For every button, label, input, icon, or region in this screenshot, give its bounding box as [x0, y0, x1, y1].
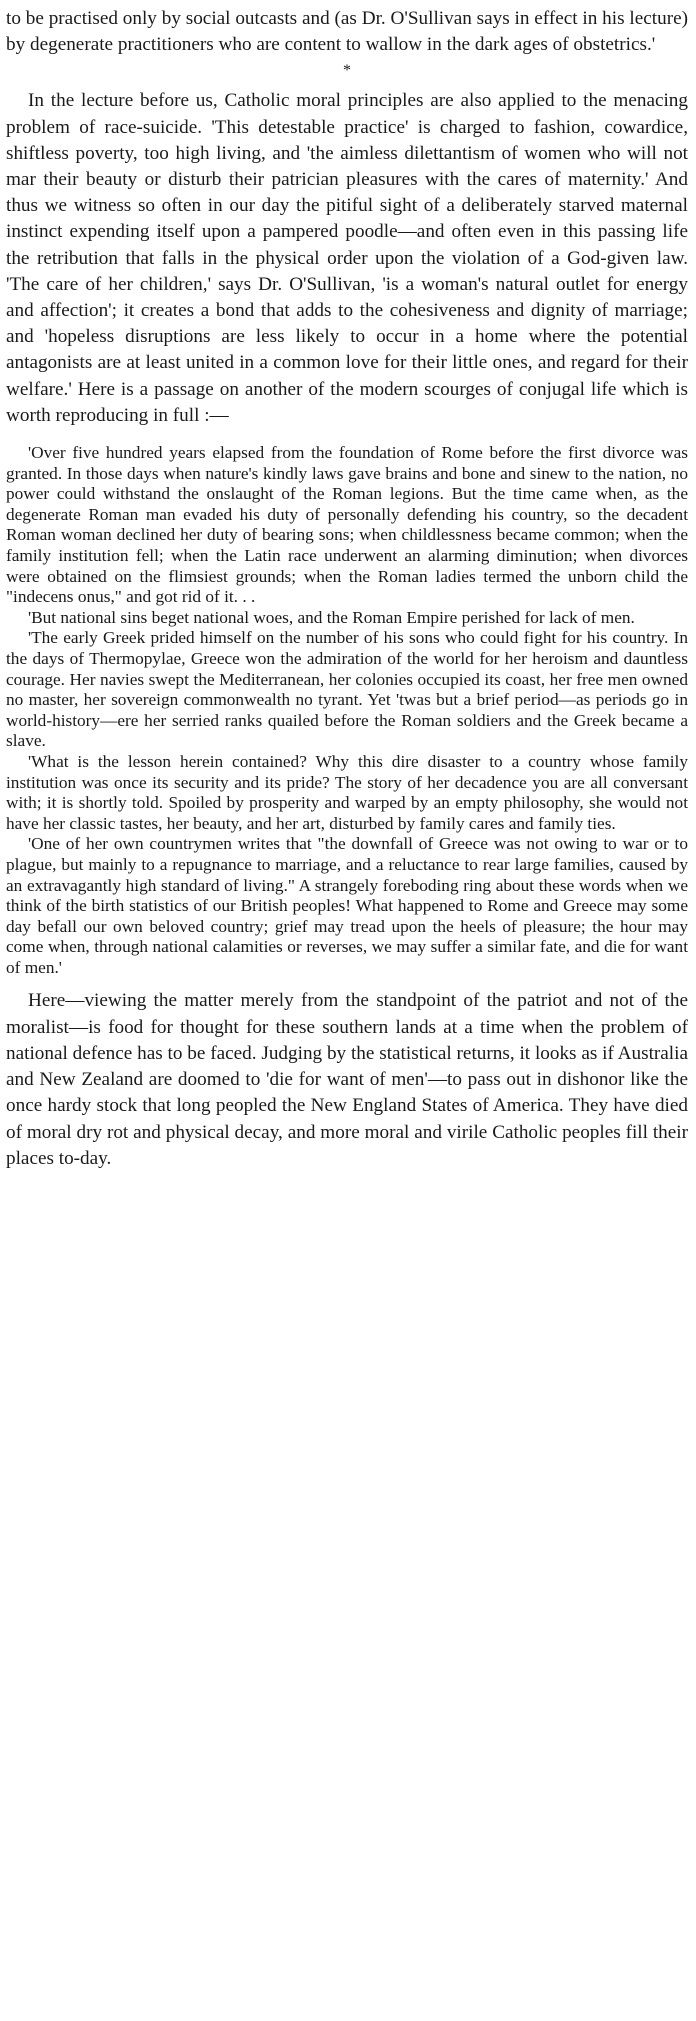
quote-greece: 'The early Greek prided himself on the number of his sons who could fight for his country. In the days of Thermopylae, Greece won the admiration of the world for her heroism and dauntless courage. Her navies swept the Mediterranean, her colonies occupied its coast, her free men owned no master, her sovereign commonwealth no tyrant. Yet 'twas but a brief period—as periods go in world-history—ere her serried ranks quailed before the Roman soldiers and the Greek became a slave. [6, 628, 688, 751]
paragraph-patriot: Here—viewing the matter merely from the standpoint of the patriot and not of the moralist—is food for thought for these southern lands at a time when the problem of national defence has to be faced. Judging by the statistical returns, it looks as if Australia and New Zealand are doomed to 'die for want of men'—to pass out in dishonor like the once hardy stock that long peopled the New England States of America. They have died of moral dry rot and physical decay, and more moral and virile Catholic peoples fill their places to-day. [6, 990, 688, 1169]
quote-lesson: 'What is the lesson herein contained? Why this dire disaster to a country whose family institution was once its security and its pride? The story of her decadence you are all conversant with; it is shortly told. Spoiled by prosperity and warped by an empty philosophy, she would not have her classic tastes, her beauty, and her art, disturbed by family cares and family ties. [6, 751, 688, 833]
quote-national-sins: 'But national sins beget national woes, and the Roman Empire perished for lack of men. [28, 607, 635, 627]
quote-countrymen: 'One of her own countrymen writes that "the downfall of Greece was not owing to war or to plague, but mainly to a repugnance to marriage, and a reluctance to rear large families, caused by an extravagantly high standard of living." A strangely foreboding ring about these words when we think of the birth statistics of our British peoples! What happened to Rome and Greece may some day befall our own beloved country; grief may tread upon the heels of pleasure; the hour may come when, through national calamities or reverses, we may suffer a similar fate, and die for want of men.' [6, 834, 688, 977]
quote-rome: 'Over five hundred years elapsed from the foundation of Rome before the first divorce was granted. In those days when nature's kindly laws gave brains and bone and sinew to the nation, no power could withstand the onslaught of the Roman legions. But the time came when, as the degenerate Roman man evaded his duty of personally defending his country, so the decadent Roman woman declined her duty of bearing sons; when childlessness became common; when the family institution fell; when the Latin race underwent an alarming diminution; when divorces were obtained on the flimsiest grounds; when the Roman ladies termed the unborn child the "indecens onus," and got rid of it. . . [6, 443, 688, 607]
quoted-passage [6, 443, 688, 978]
paragraph-race-suicide: In the lecture before us, Catholic moral principles are also applied to the menacing problem of race-suicide. 'This detestable practice' is charged to fashion, cowardice, shiftless poverty, too high living, and 'the aimless dilettantism of women who will not mar their beauty or disturb their patrician pleasures with the cares of maternity.' And thus we witness so often in our day the pitiful sight of a deliberately starved maternal instinct expending itself upon a pampered poodle—and often even in this passing life the retribution that falls in the physical order upon the violation of a God-given law. 'The care of her children,' says Dr. O'Sullivan, 'is a woman's natural outlet for energy and affection'; it creates a bond that adds to the cohesiveness and dignity of marriage; and 'hopeless disruptions are less likely to occur in a home where the potential antagonists are at least united in a common love for their little ones, and regard for their welfare.' Here is a passage on another of the modern scourges of conjugal life which is worth reproducing in full :— [6, 90, 688, 426]
section-marker: * [343, 62, 351, 80]
paragraph-continuation: to be practised only by social outcasts and (as Dr. O'Sullivan says in effect in his lecture) by degenerate practitioners who are content to wallow in the dark ages of obstetrics.' [6, 8, 688, 56]
